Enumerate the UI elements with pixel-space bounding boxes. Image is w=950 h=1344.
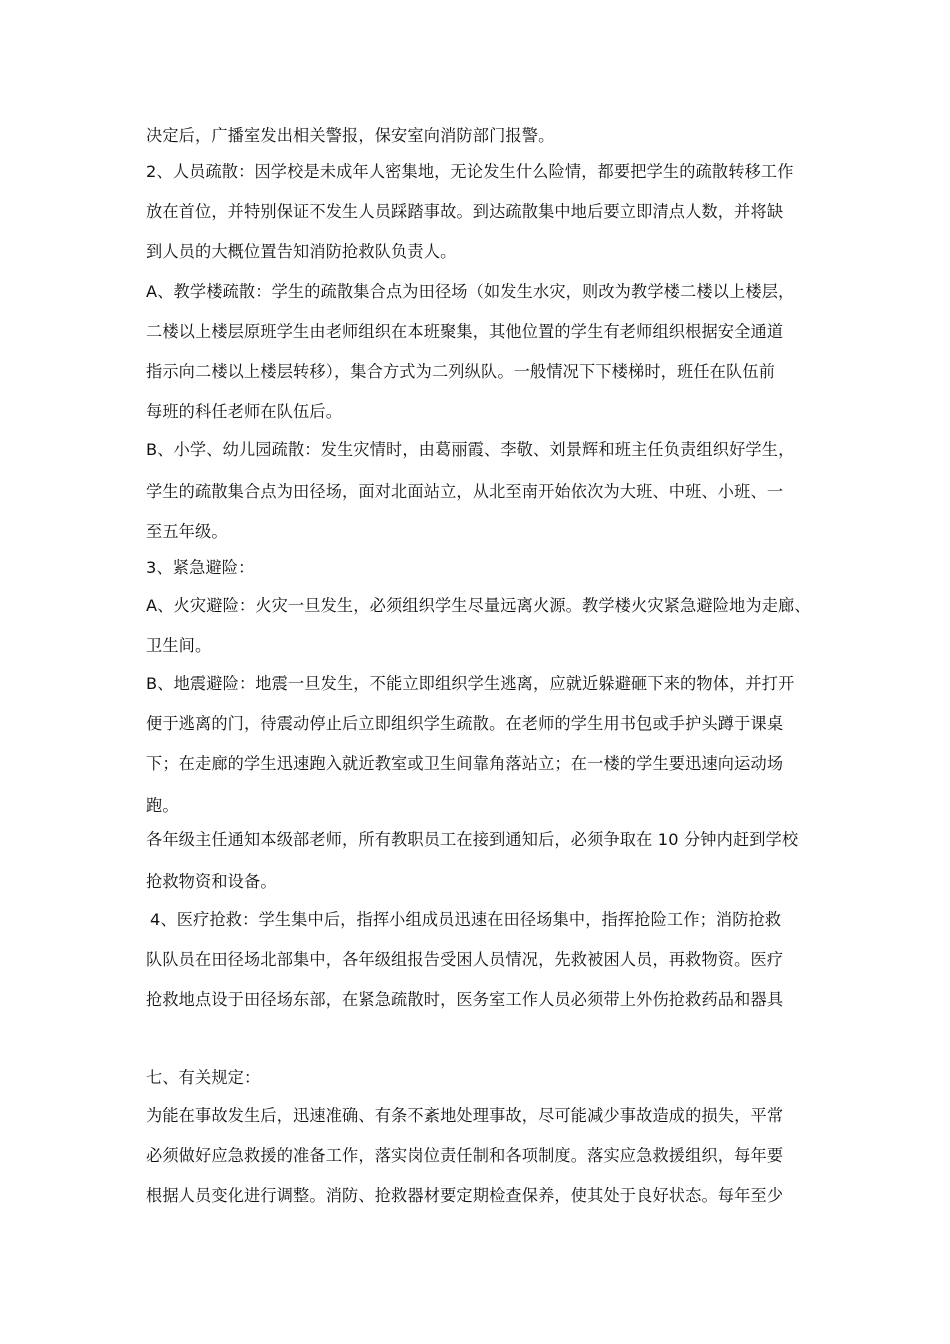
- text-line: 抢救物资和设备。: [146, 872, 277, 891]
- text-line: 每班的科任老师在队伍后。: [146, 402, 343, 421]
- text-line: 2、人员疏散：因学校是未成年人密集地，无论发生什么险情，都要把学生的疏散转移工作: [146, 162, 794, 181]
- text-line: 卫生间。: [146, 636, 212, 655]
- text-line: A、火灾避险：火灾一旦发生，必须组织学生尽量远离火源。教学楼火灾紧急避险地为走廊、: [146, 596, 811, 615]
- text-line: A、教学楼疏散：学生的疏散集合点为田径场（如发生水灾，则改为教学楼二楼以上楼层，: [146, 282, 795, 301]
- text-line: 各年级主任通知本级部老师，所有教职员工在接到通知后，必须争取在 10 分钟内赶到学校: [146, 830, 799, 849]
- text-line: 为能在事故发生后，迅速准确、有条不紊地处理事故，尽可能减少事故造成的损失，平常: [146, 1106, 784, 1125]
- text-line: 放在首位，并特别保证不发生人员踩踏事故。到达疏散集中地后要立即清点人数，并将缺: [146, 202, 784, 221]
- section-heading: 七、有关规定：: [146, 1068, 261, 1087]
- text-line: 便于逃离的门，待震动停止后立即组织学生疏散。在老师的学生用书包或手护头蹲于课桌: [146, 714, 784, 733]
- text-line: 必须做好应急救援的准备工作，落实岗位责任制和各项制度。落实应急救援组织，每年要: [146, 1146, 784, 1165]
- text-line: 指示向二楼以上楼层转移），集合方式为二列纵队。一般情况下下楼梯时，班任在队伍前: [146, 362, 776, 381]
- text-line: 至五年级。: [146, 522, 228, 541]
- text-line: 跑。: [146, 796, 179, 815]
- text-line: 学生的疏散集合点为田径场，面对北面站立，从北至南开始依次为大班、中班、小班、一: [146, 482, 784, 501]
- text-line: 队队员在田径场北部集中，各年级组报告受困人员情况，先救被困人员，再救物资。医疗: [146, 950, 784, 969]
- text-line: 决定后，广播室发出相关警报，保安室向消防部门报警。: [146, 126, 555, 145]
- text-line: 4、医疗抢救：学生集中后，指挥小组成员迅速在田径场集中，指挥抢险工作；消防抢救: [150, 910, 782, 929]
- text-line: 根据人员变化进行调整。消防、抢救器材要定期检查保养，使其处于良好状态。每年至少: [146, 1186, 784, 1205]
- text-line: 3、紧急避险：: [146, 558, 255, 577]
- text-line: B、小学、幼儿园疏散：发生灾情时，由葛丽霞、李敬、刘景辉和班主任负责组织好学生，: [146, 440, 795, 459]
- text-line: 二楼以上楼层原班学生由老师组织在本班聚集，其他位置的学生有老师组织根据安全通道: [146, 322, 784, 341]
- text-line: 抢救地点设于田径场东部，在紧急疏散时，医务室工作人员必须带上外伤抢救药品和器具: [146, 990, 784, 1009]
- text-line: 下；在走廊的学生迅速跑入就近教室或卫生间靠角落站立；在一楼的学生要迅速向运动场: [146, 754, 784, 773]
- text-line: 到人员的大概位置告知消防抢救队负责人。: [146, 242, 457, 261]
- text-line: B、地震避险：地震一旦发生，不能立即组织学生逃离，应就近躲避砸下来的物体，并打开: [146, 674, 795, 693]
